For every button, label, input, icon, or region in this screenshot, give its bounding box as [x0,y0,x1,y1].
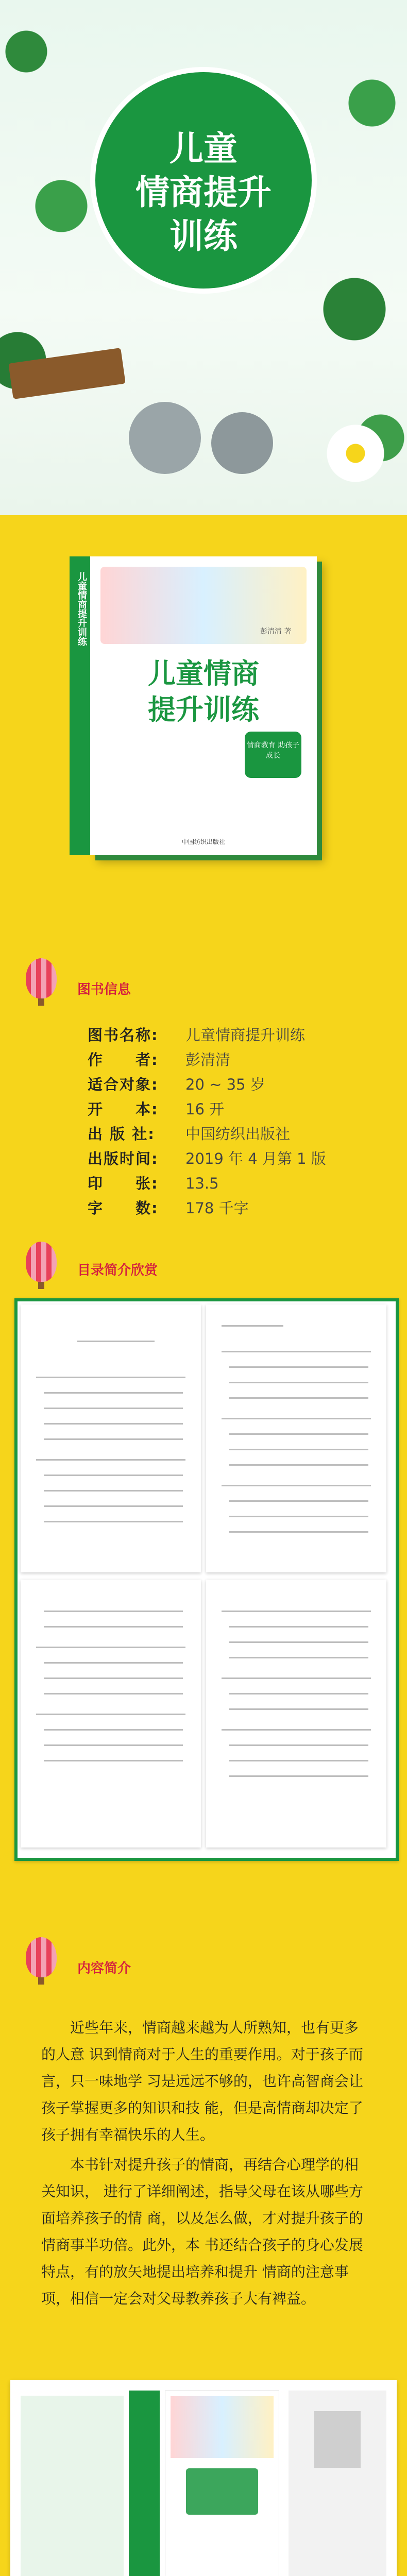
hero-title-line3: 训练 [169,216,238,256]
back-cover [21,2396,124,2576]
cover-tag: 情商教育 助孩子成长 [245,732,301,778]
cover-publisher: 中国纺织出版社 [181,838,225,845]
info-row [88,1196,376,1221]
info-value: 16 开 [185,1100,225,1118]
info-key: 出 版 社: [88,1125,155,1143]
section-title-toc: 目录简介欣赏 [77,1263,158,1278]
info-value: 中国纺织出版社 [185,1125,291,1143]
toc-page [206,1304,386,1572]
flower-illustration [325,422,386,484]
cover-spread [10,2380,397,2576]
balloon-icon [26,1242,57,1282]
koala-illustration [129,402,201,474]
title-badge [95,72,312,289]
hero-title-line2: 情商提升 [135,173,272,212]
info-key: 适合对象: [88,1076,159,1093]
koala-illustration [211,412,273,474]
toc-page [21,1304,201,1572]
book-spine [70,556,90,855]
cover-title-line2: 提升训练 [148,693,259,726]
info-row [88,1097,376,1122]
cover-title-line1: 儿童情商 [148,657,259,690]
flap [289,2391,386,2576]
spine-title: 儿童情商提升训练 [76,572,87,646]
balloon-icon [26,958,57,998]
info-key: 作 者: [88,1051,159,1069]
section-title-summary: 内容简介 [77,1961,131,1976]
info-key: 字 数: [88,1199,159,1217]
info-value: 2019 年 4 月第 1 版 [185,1150,326,1167]
book-info-list [88,1023,376,1221]
info-value: 彭清清 [185,1051,231,1069]
info-value: 20 ~ 35 岁 [185,1076,265,1093]
section-title-info: 图书信息 [77,982,131,997]
toc-page [206,1580,386,1848]
balloon-icon [26,1937,57,1977]
hero-title-line1: 儿童 [169,129,238,168]
info-key: 开 本: [88,1100,159,1118]
info-row [88,1023,376,1047]
summary-text [41,2014,371,2315]
info-key: 出版时间: [88,1150,159,1167]
info-key: 印 张: [88,1175,159,1192]
toc-page [21,1580,201,1848]
front-cover [165,2391,279,2576]
info-row [88,1122,376,1146]
info-row [88,1146,376,1171]
book-author: 彭清清 著 [260,628,292,636]
hero-banner [0,0,407,515]
summary-paragraph: 近些年来，情商越来越为人所熟知，也有更多的人意 识到情商对于人生的重要作用。对于孩子而言，只一味地学 习是远远不够的，也许高智商会让孩子掌握更多的知识和技 能，但是高情商却决定了孩子拥有幸福快乐的人生。 [41,2019,363,2143]
info-row [88,1171,376,1196]
info-row [88,1072,376,1097]
summary-paragraph: 本书针对提升孩子的情商，再结合心理学的相关知识， 进行了详细阐述，指导父母在该从哪些方面培养孩子的情 商，以及怎么做，才对提升孩子的情商事半功倍。此外，本 书还结合孩子的身心发展特点，有的放矢地提出培养和提升 情商的注意事项，相信一定会对父母教养孩子大有裨益。 [41,2156,363,2307]
info-key: 图书名称: [88,1026,159,1044]
spine [129,2391,160,2576]
jungle-foliage-left [0,0,88,515]
info-value: 178 千字 [185,1199,249,1217]
info-value: 13.5 [185,1175,219,1192]
info-row [88,1047,376,1072]
book-cover [76,556,317,855]
info-value: 儿童情商提升训练 [185,1026,306,1044]
